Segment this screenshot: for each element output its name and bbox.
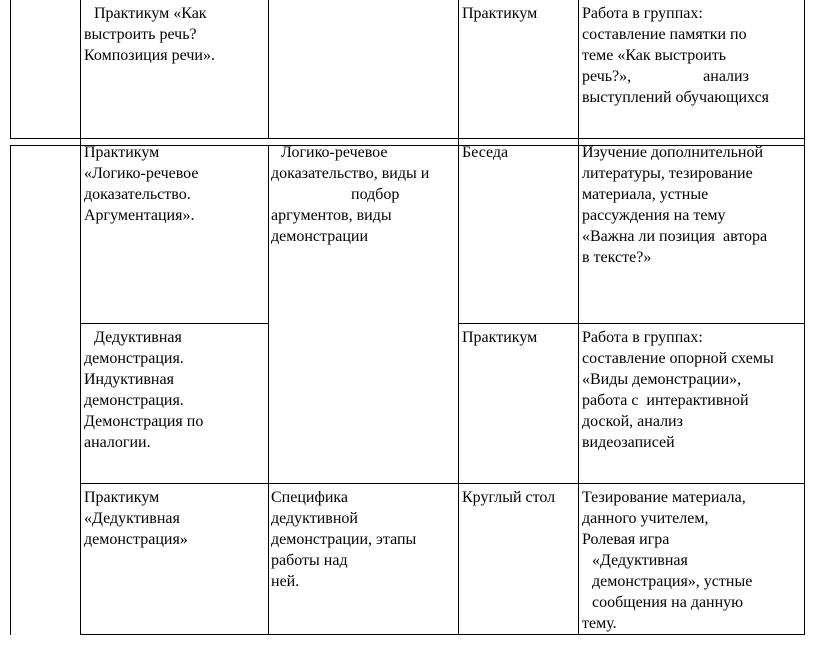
table-column-divider [268,0,269,138]
cell-text-line: Тезирование материала, [582,489,746,506]
cell-text-line: Работа в группах: [582,5,703,22]
cell-text-line: в тексте?» [582,249,652,266]
table-row-divider [458,323,805,324]
table-border-right [804,0,805,635]
cell-text-line: «Логико-речевое [84,165,199,182]
cell-text-line: Логико-речевое [281,144,388,161]
cell-text-line: выступлений обучающихся [582,89,770,106]
cell-text-line: демонстрация» [84,531,188,548]
cell-text-line: работы над [271,552,348,569]
cell-text-line: подбор [351,186,400,203]
cell-text-line: демонстрации [271,228,369,245]
cell-text-line: доской, анализ [582,413,683,430]
table-column-divider [80,0,81,635]
cell-text-line: Изучение дополнительной [582,144,764,161]
cell-text-line: видеозаписей [582,434,675,451]
cell-text-line: Аргументация». [84,207,195,224]
cell-text-line: дедуктивной [271,510,358,527]
table-border-left [10,145,11,635]
cell-text-line: демонстрация. [84,350,184,367]
cell-text-line: ней. [271,573,300,590]
form-cell [462,487,574,508]
cell-text-line: Практикум [84,144,160,161]
cell-text-line: аргументов, виды [271,207,392,224]
form-cell [462,3,574,24]
form-cell [462,327,574,348]
table-row-divider [80,483,805,484]
topic-cell [84,142,264,226]
cell-text-line: аналогии. [84,434,151,451]
table-border-left [10,0,11,138]
table-column-divider [268,145,269,635]
table-border-bottom [80,634,805,635]
cell-text-line: Беседа [462,144,509,161]
form-cell [462,142,574,163]
cell-text-line: доказательство, виды и [271,165,430,182]
cell-text-line: Демонстрация по [84,413,204,430]
activity-cell [582,487,802,634]
cell-text-line: материала, устные [582,186,709,203]
cell-text-line: Практикум [462,329,538,346]
activity-cell [582,3,796,108]
cell-text-line: демонстрация. [84,392,184,409]
content-cell [271,142,455,247]
topic-cell [84,3,264,66]
table-row-divider [10,138,805,139]
cell-text-line: рассуждения на тему [582,207,726,224]
activity-cell [582,142,802,268]
cell-text-line: выстроить речь? [84,26,197,43]
cell-text-line: «Дедуктивная [84,510,180,527]
cell-text-line: тему. [582,615,617,632]
table-column-divider [458,0,459,635]
cell-text-line: Индуктивная [84,371,174,388]
cell-text-line: Круглый стол [462,489,556,506]
topic-cell [84,487,264,550]
cell-text-line: литературы, тезирование [582,165,753,182]
cell-text-line: демонстрация», устные [592,573,753,590]
cell-text-line: «Важна ли позиция автора [582,228,768,245]
cell-text-line: Практикум [84,489,160,506]
cell-text-line: доказательство. [84,186,191,203]
cell-text-line: «Виды демонстрации», [582,371,742,388]
table-row-divider [80,323,269,324]
topic-cell [84,327,260,453]
table-column-divider [578,0,579,635]
cell-text-line: составление опорной схемы [582,350,774,367]
cell-text-line: данного учителем, [582,510,709,527]
cell-text-line: Композиция речи». [84,47,215,64]
cell-text-line: Ролевая игра [582,531,670,548]
cell-text-line: Дедуктивная [94,329,182,346]
cell-text-line: Практикум «Как [94,5,207,22]
cell-text-line: речь?», анализ [582,68,749,85]
cell-text-line: демонстрации, этапы [271,531,417,548]
cell-text-line: сообщения на данную [592,594,744,611]
activity-cell [582,327,802,453]
cell-text-line: работа с интерактивной [582,392,749,409]
cell-text-line: составление памятки по [582,26,747,43]
cell-text-line: «Дедуктивная [592,552,688,569]
cell-text-line: Практикум [462,5,538,22]
content-cell [271,487,455,592]
cell-text-line: Работа в группах: [582,329,703,346]
cell-text-line: теме «Как выстроить [582,47,727,64]
cell-text-line: Специфика [271,489,349,506]
